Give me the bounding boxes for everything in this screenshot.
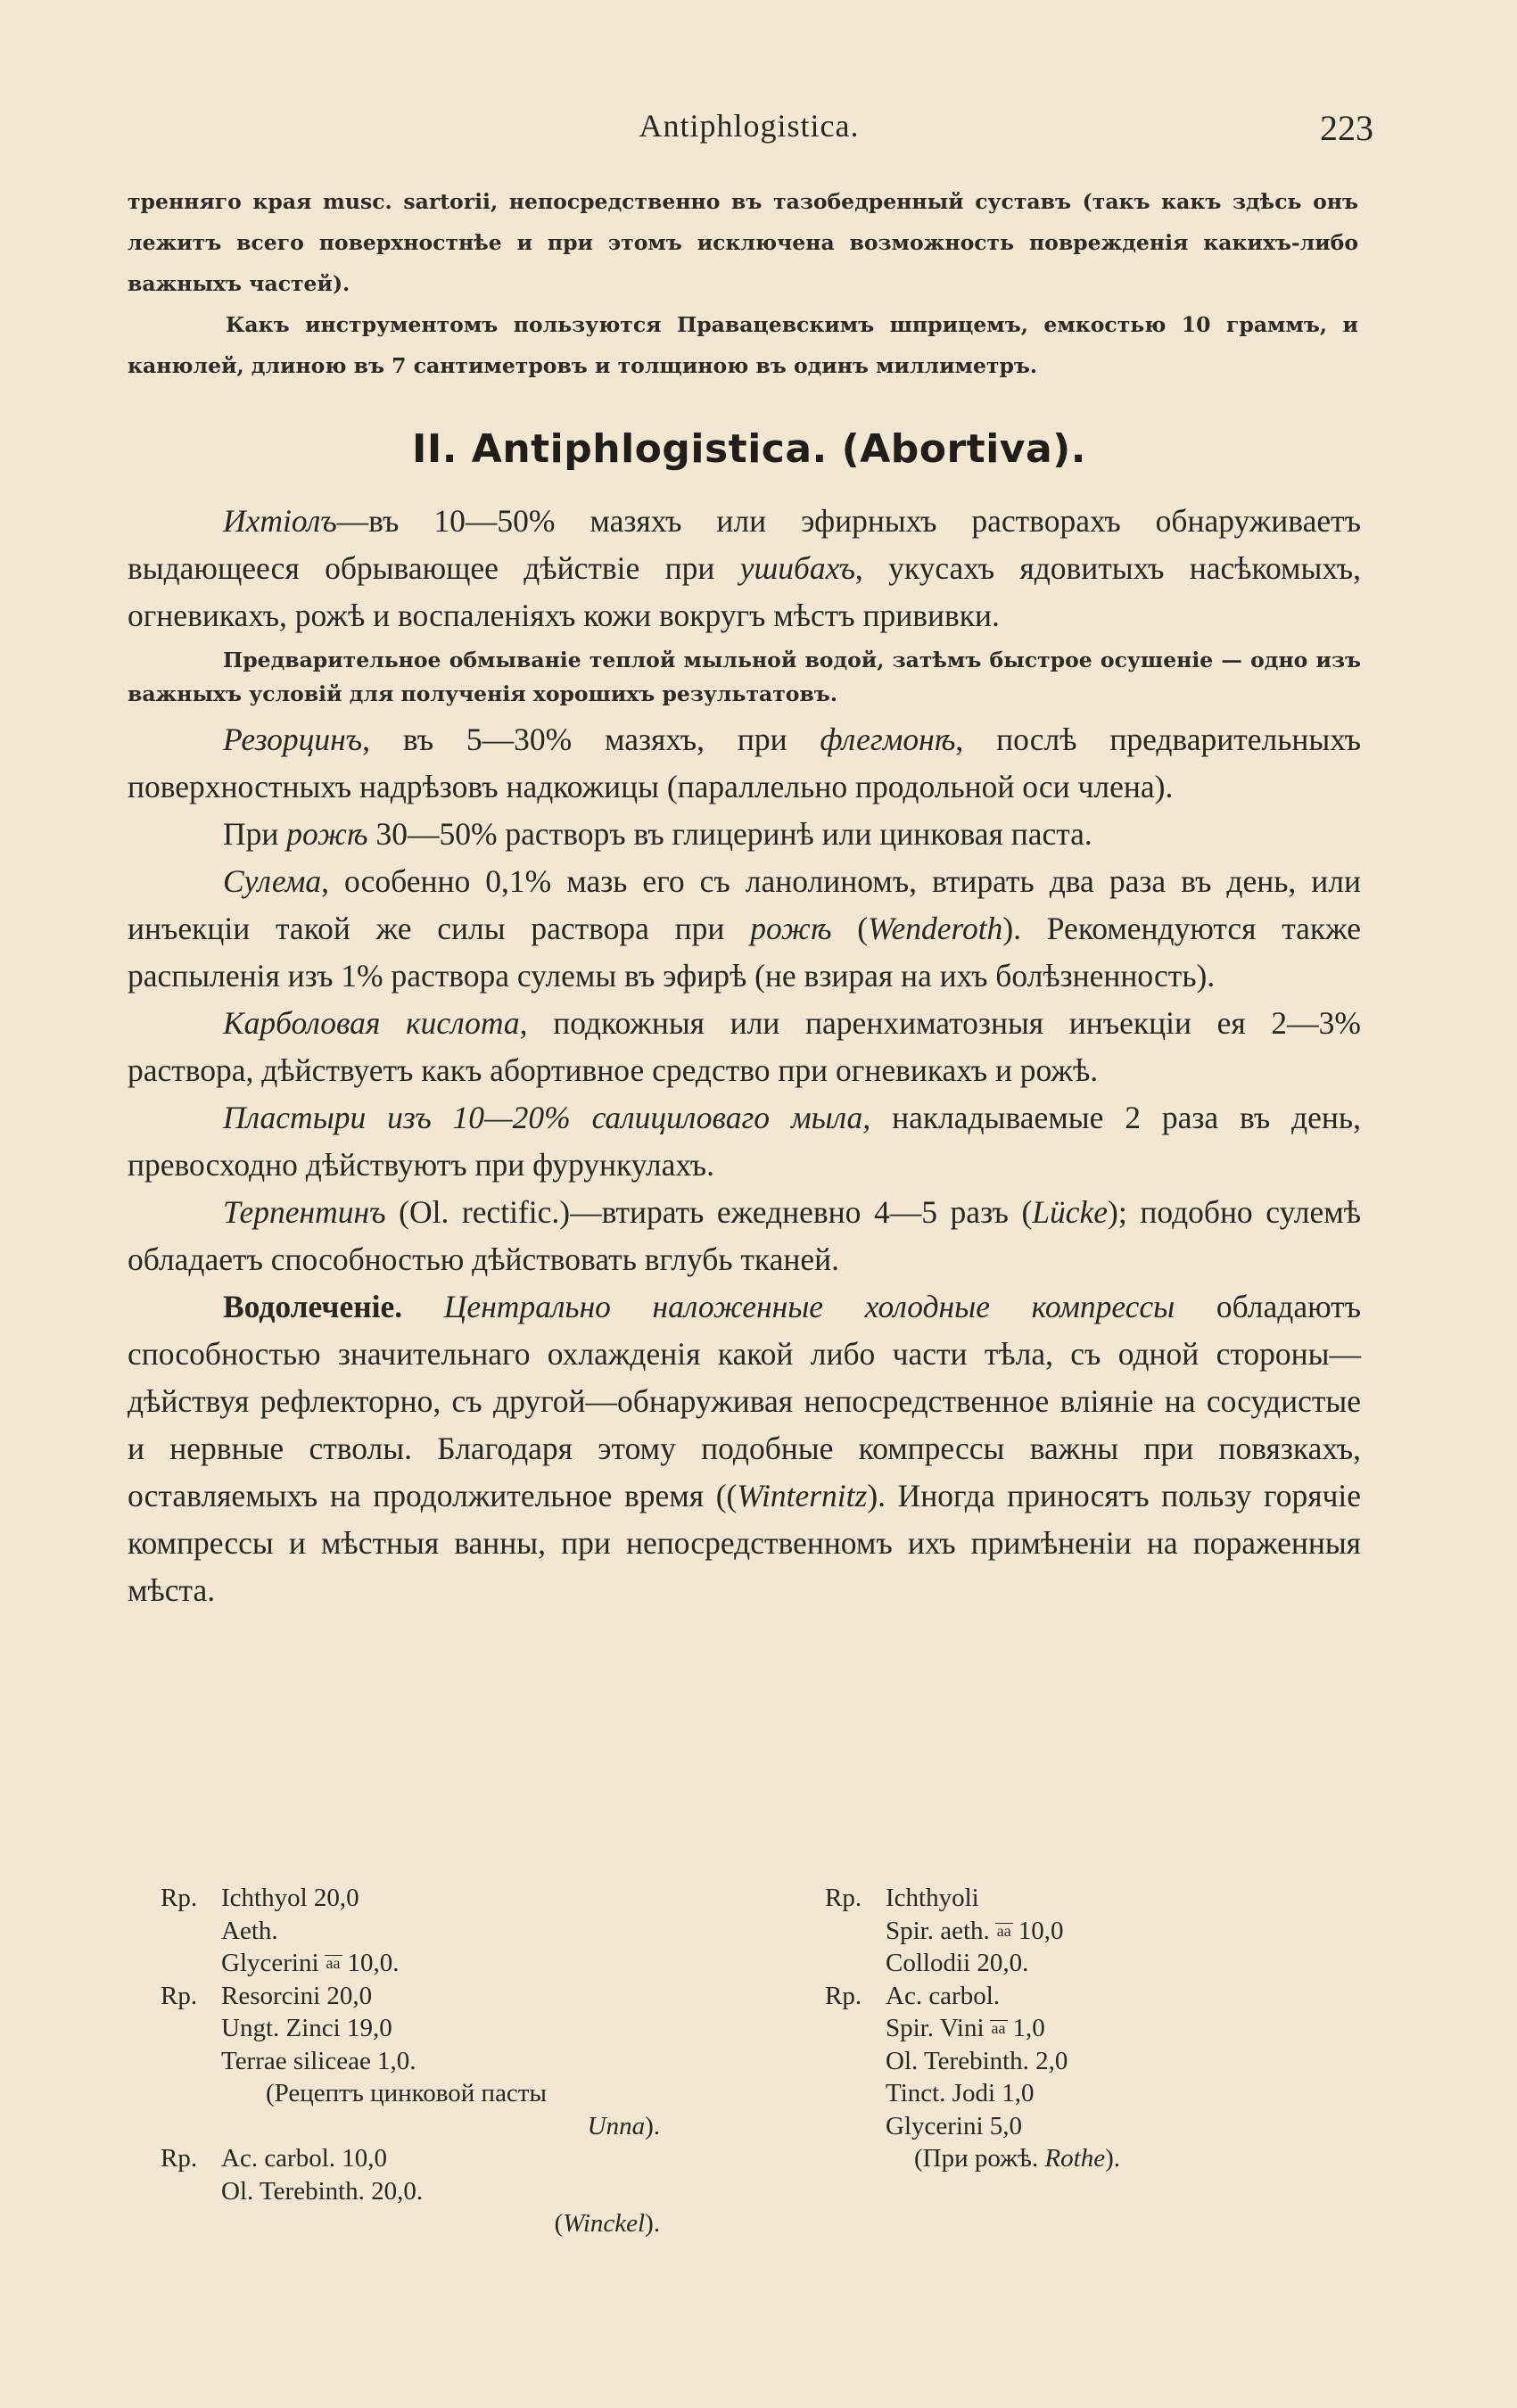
recipe-line — [161, 2142, 660, 2175]
ingredient: Ol. Terebinth. 2,0 — [886, 2046, 1068, 2075]
text-span: ). Иногда приносятъ пользу горячіе компрессы и мѣстныя ванны, при непосредственномъ ихъ примѣненіи на пораженныя мѣста. — [128, 1478, 1361, 1608]
recipe-line — [825, 1980, 1324, 2013]
ingredient: Glycerini — [221, 1949, 319, 1977]
ingredient: Ichthyol 20,0 — [221, 1884, 359, 1912]
text-span: ). — [1105, 2144, 1121, 2173]
text-span: , особенно 0,1% мазь его съ ланолиномъ, втирать два раза въ день, или инъекціи такой же силы раствора при — [128, 863, 1361, 946]
text-span: ). Рекомендуются также распыленія изъ 1% раствора сулемы въ эфирѣ (не взирая на ихъ болѣзненность). — [128, 911, 1361, 994]
section-title: II. Antiphlogistica. (Abortiva). — [412, 426, 1086, 472]
text-span: 30—50% растворъ въ глицеринѣ или цинковая паста. — [367, 816, 1092, 852]
rp-label: Rp. — [825, 1884, 862, 1912]
text-span: , послѣ предварительныхъ поверхностныхъ надрѣзовъ надкожицы (параллельно продольной оси члена). — [128, 722, 1361, 804]
recipe-line — [161, 1980, 660, 2013]
text-span: ). — [645, 2209, 660, 2238]
emphasis: рожѣ — [286, 816, 368, 852]
text-span: ( — [554, 2209, 564, 2238]
recipe-line — [161, 2110, 660, 2143]
ingredient: Spir. aeth. — [886, 1916, 990, 1945]
recipe-line — [825, 2142, 1324, 2175]
ingredient: Ichthyoli — [886, 1884, 979, 1912]
paragraph-terpentine — [128, 1189, 1361, 1283]
note-paragraph: Предварительное обмываніе теплой мыльной водой, затѣмъ быстрое осушеніе — одно изъ важныхъ условій для полученія хорошихъ результатовъ. — [128, 647, 1361, 706]
ingredient: Collodii 20,0. — [886, 1949, 1029, 1977]
paragraph-sublimate — [128, 858, 1361, 1000]
emphasis: Lücke — [1032, 1194, 1109, 1230]
recipe-source: (Рецептъ цинковой пасты — [266, 2079, 547, 2107]
rp-label: Rp. — [161, 1884, 198, 1912]
text-span: (Ol. rectific.)—втирать ежедневно 4—5 разъ ( — [385, 1194, 1033, 1230]
top-paragraph-text: тренняго края musc. sartorii, непосредственно въ тазобедренный суставъ (такъ какъ здѣсь онъ лежитъ всего поверхностнѣе и при этомъ исключена возможность поврежденія какихъ-либо важныхъ частей). — [128, 189, 1358, 296]
recipe-line — [825, 2110, 1324, 2143]
text-span: обладаютъ способностью значительнаго охлажденія какой либо части тѣла, съ одной стороны—дѣйствуя рефлекторно, съ другой—обнаруживая непосредственное вліяніе на сосудистые и нервные стволы. Благодаря этому подобные компрессы важны при повязкахъ, оставляемыхъ на продолжительное время (( — [128, 1289, 1361, 1513]
text-span: При — [223, 816, 287, 852]
recipe-line — [825, 2077, 1324, 2110]
recipe-line — [825, 1947, 1324, 1980]
paragraph-erysipelas — [128, 811, 1361, 858]
text-span: , укусахъ ядовитыхъ насѣкомыхъ, огневикахъ, рожѣ и воспаленіяхъ кожи вокругъ мѣстъ прививки. — [128, 550, 1362, 633]
recipe-line — [161, 1915, 660, 1948]
term-resorcin: Резорцинъ — [223, 722, 363, 757]
rp-label: Rp. — [825, 1981, 862, 2010]
text-span: , въ 5—30% мазяхъ, при — [362, 722, 820, 757]
ingredient: 10,0 — [1018, 1916, 1064, 1945]
ingredient: Glycerini 5,0 — [886, 2111, 1023, 2140]
emphasis: Центрально наложенные холодные компрессы — [443, 1289, 1175, 1324]
recipe-author: Winckel — [563, 2209, 646, 2238]
term-sublimate: Сулема — [223, 863, 322, 899]
recipes-left-column — [161, 1882, 660, 2240]
recipe-author: Rothe — [1044, 2144, 1106, 2173]
ingredient: Terrae siliceae 1,0. — [221, 2046, 416, 2075]
ingredient: Ungt. Zinci 19,0 — [221, 2014, 392, 2042]
ana-mark: aa — [991, 2019, 1006, 2037]
rp-label: Rp. — [161, 2144, 198, 2173]
ingredient: Ac. carbol. 10,0 — [221, 2144, 388, 2173]
recipe-line — [825, 2012, 1324, 2045]
emphasis: Winternitz — [737, 1478, 868, 1513]
text-span: , подкожныя или паренхиматозныя инъекціи ея 2—3% раствора, дѣйствуетъ какъ абортивное средство при огневикахъ и рожѣ. — [128, 1005, 1361, 1088]
page-number: 223 — [1320, 108, 1373, 148]
recipe-line — [161, 2207, 660, 2240]
ingredient: Aeth. — [221, 1916, 278, 1945]
text-span: ( — [831, 911, 869, 946]
ingredient: Resorcini 20,0 — [221, 1981, 373, 2010]
ingredient: 10,0. — [347, 1949, 400, 1977]
instrument-paragraph: Какъ инструментомъ пользуются Правацевскимъ шприцемъ, емкостью 10 граммъ, и канюлей, длиною въ 7 сантиметровъ и толщиною въ одинъ миллиметръ. — [128, 312, 1358, 378]
term-plasters: Пластыри изъ 10—20% салициловаго мыла, — [223, 1100, 871, 1135]
paragraph-carbolic — [128, 1000, 1361, 1094]
recipes-right-column — [825, 1882, 1324, 2175]
recipe-line — [825, 1915, 1324, 1948]
recipe-source: (При рожѣ. — [914, 2144, 1045, 2173]
emphasis: Wenderoth — [868, 911, 1003, 946]
ingredient: Ac. carbol. — [886, 1981, 1001, 2010]
paragraph-plasters — [128, 1094, 1361, 1189]
ingredient: Tinct. Jodi 1,0 — [886, 2079, 1035, 2107]
text-span: —въ 10—50% мазяхъ или эфирныхъ растворахъ обнаруживаетъ выдающееся обрывающее дѣйствіе при — [128, 503, 1361, 586]
text-span: ). — [645, 2111, 660, 2140]
recipe-line — [161, 2012, 660, 2045]
ingredient: 1,0 — [1012, 2014, 1045, 2042]
ana-mark: aa — [326, 1954, 341, 1972]
ingredient: Spir. Vini — [886, 2014, 985, 2042]
paragraph-ichthyol — [128, 498, 1361, 639]
recipe-author: Unna — [587, 2111, 646, 2140]
text-span: ); подобно сулемѣ обладаетъ способностью дѣйствовать вглубь тканей. — [128, 1194, 1361, 1277]
recipe-line — [161, 2175, 660, 2208]
recipe-line — [161, 2045, 660, 2078]
term-carbolic: Карболовая кислота — [223, 1005, 520, 1041]
recipe-line — [825, 2045, 1324, 2078]
top-paragraph — [128, 181, 1358, 386]
emphasis: рожѣ — [750, 911, 832, 946]
term-ichthyol: Ихтіолъ — [223, 503, 337, 539]
emphasis: флегмонѣ — [820, 722, 956, 757]
running-header — [125, 107, 1373, 161]
rp-label: Rp. — [161, 1981, 198, 2010]
text-span: накладываемые 2 раза въ день, превосходно дѣйствуютъ при фурункулахъ. — [128, 1100, 1362, 1183]
term-terpentine: Терпентинъ — [223, 1194, 386, 1230]
emphasis: ушибахъ — [739, 550, 855, 586]
main-text — [128, 498, 1361, 1614]
recipe-line — [161, 1947, 660, 1980]
term-hydrotherapy: Водолеченіе. — [223, 1289, 403, 1324]
paragraph-resorcin — [128, 716, 1361, 811]
recipe-line — [161, 1882, 660, 1915]
ingredient: Ol. Terebinth. 20,0. — [221, 2176, 424, 2206]
paragraph-hydrotherapy — [128, 1283, 1361, 1614]
running-title: Antiphlogistica. — [639, 108, 860, 144]
ana-mark: aa — [996, 1921, 1011, 1940]
recipe-line — [161, 2077, 660, 2110]
recipe-line — [825, 1882, 1324, 1915]
